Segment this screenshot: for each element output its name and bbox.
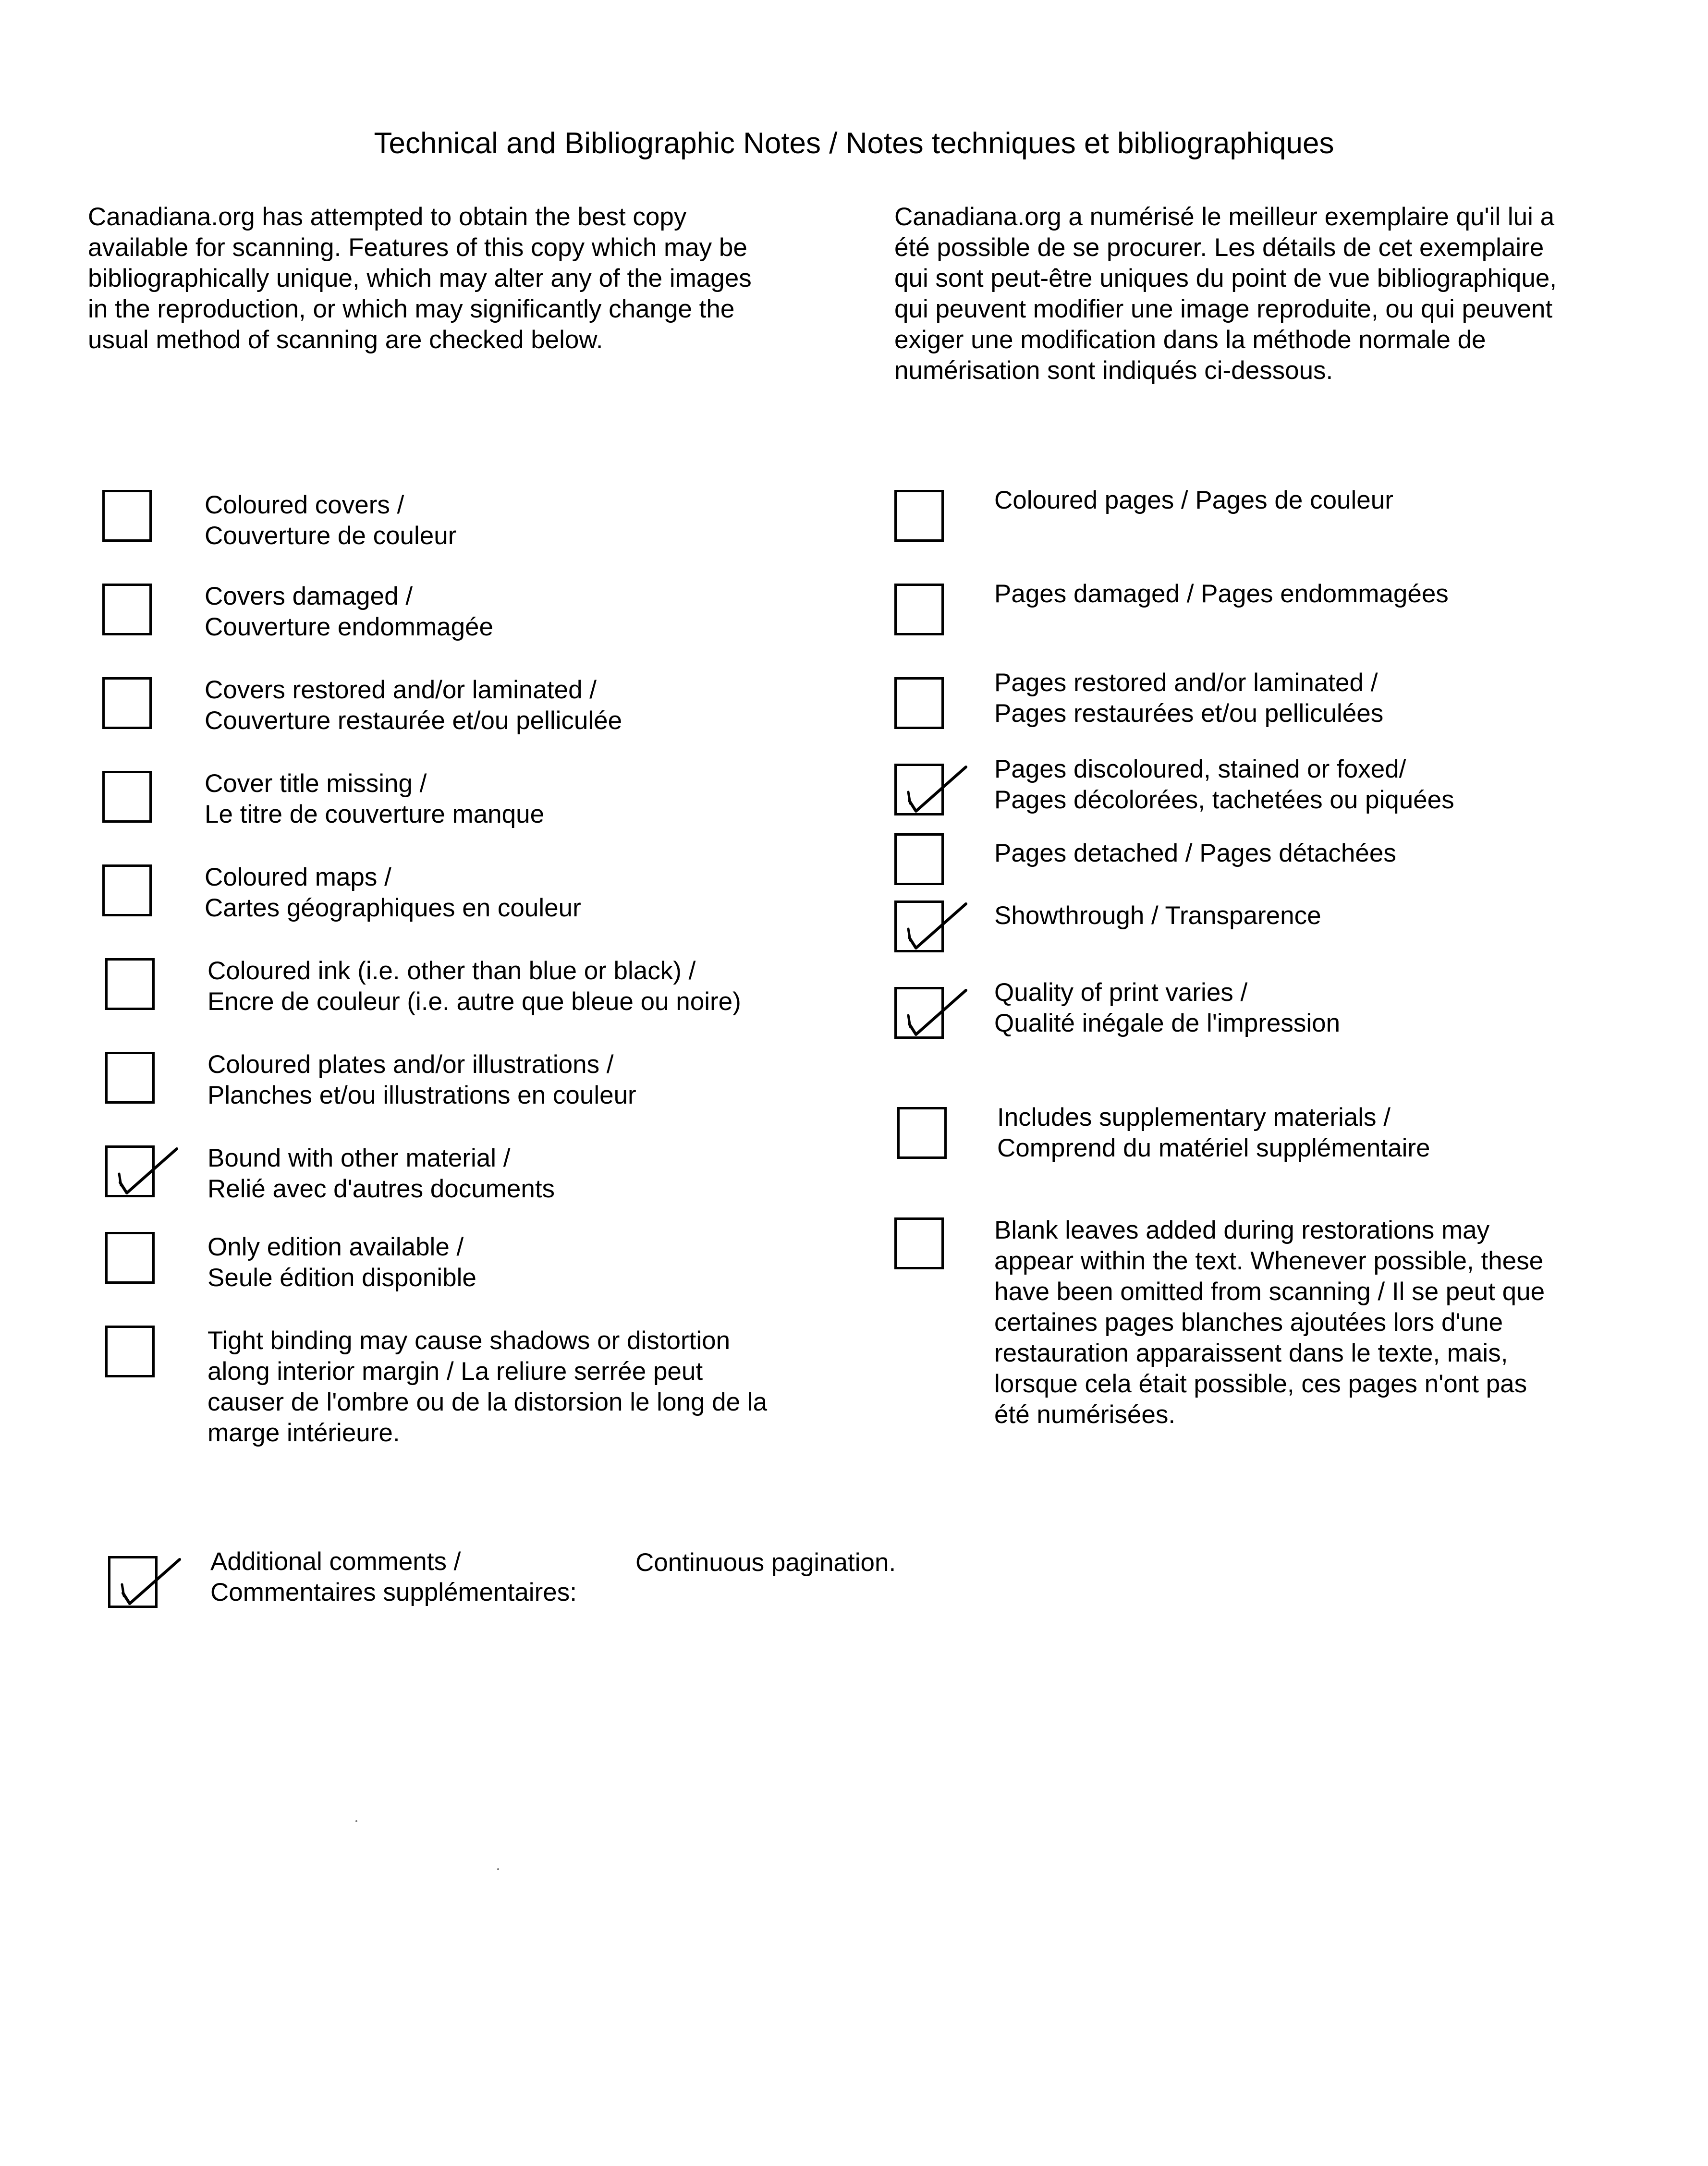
label-line: Cartes géographiques en couleur bbox=[205, 894, 581, 922]
label-line: Seule édition disponible bbox=[207, 1264, 476, 1292]
label-line: Covers restored and/or laminated / bbox=[205, 676, 597, 704]
intro-line: available for scanning. Features of this copy which may be bbox=[88, 233, 747, 262]
label-line: certaines pages blanches ajoutées lors d'une bbox=[994, 1308, 1503, 1337]
intro-line: bibliographically unique, which may alter any of the images bbox=[88, 264, 752, 292]
intro-line: numérisation sont indiqués ci-dessous. bbox=[894, 356, 1333, 385]
checkbox[interactable] bbox=[894, 490, 944, 542]
checklist-label bbox=[207, 1049, 636, 1111]
checkbox[interactable] bbox=[894, 584, 944, 635]
label-line: lorsque cela était possible, ces pages n'ont pas bbox=[994, 1370, 1527, 1398]
checkbox-additional-comments[interactable] bbox=[108, 1556, 158, 1608]
checklist-label bbox=[207, 1232, 476, 1293]
checkbox[interactable] bbox=[102, 584, 152, 635]
intro-line: Canadiana.org has attempted to obtain the best copy bbox=[88, 203, 687, 231]
checkbox[interactable] bbox=[105, 1145, 155, 1197]
intro-line: in the reproduction, or which may significantly change the bbox=[88, 295, 735, 323]
label-line: Quality of print varies / bbox=[994, 978, 1248, 1007]
label-line: Commentaires supplémentaires: bbox=[210, 1578, 577, 1606]
intro-line: été possible de se procurer. Les détails de cet exemplaire bbox=[894, 233, 1544, 262]
label-line: été numérisées. bbox=[994, 1400, 1176, 1429]
label-line: causer de l'ombre ou de la distorsion le long de la bbox=[207, 1388, 768, 1416]
checkbox[interactable] bbox=[102, 864, 152, 916]
label-line: Comprend du matériel supplémentaire bbox=[997, 1134, 1430, 1162]
label-line: Pages detached / Pages détachées bbox=[994, 839, 1396, 867]
checkbox[interactable] bbox=[102, 677, 152, 729]
label-line: Covers damaged / bbox=[205, 582, 413, 610]
label-line: Bound with other material / bbox=[207, 1144, 511, 1172]
label-line: Blank leaves added during restorations may bbox=[994, 1216, 1490, 1244]
label-line: Coloured covers / bbox=[205, 491, 404, 519]
checklist-label bbox=[205, 675, 622, 736]
label-line: Pages restaurées et/ou pelliculées bbox=[994, 699, 1384, 728]
label-line: Additional comments / bbox=[210, 1547, 461, 1576]
checklist-label bbox=[994, 838, 1396, 869]
checkbox[interactable] bbox=[105, 1326, 155, 1377]
checkbox[interactable] bbox=[894, 900, 944, 952]
label-line: Planches et/ou illustrations en couleur bbox=[207, 1081, 636, 1109]
label-line: Coloured plates and/or illustrations / bbox=[207, 1050, 614, 1079]
label-line: Encre de couleur (i.e. autre que bleue ou noire) bbox=[207, 987, 741, 1016]
checklist-label bbox=[994, 1215, 1545, 1430]
label-line: Coloured ink (i.e. other than blue or black) / bbox=[207, 957, 696, 985]
checklist-label bbox=[205, 490, 456, 551]
intro-line: Canadiana.org a numérisé le meilleur exemplaire qu'il lui a bbox=[894, 203, 1555, 231]
checklist-label bbox=[994, 977, 1340, 1039]
checklist-label bbox=[205, 581, 493, 643]
label-line: Coloured pages / Pages de couleur bbox=[994, 486, 1393, 514]
checkbox[interactable] bbox=[894, 833, 944, 885]
checkbox[interactable] bbox=[894, 677, 944, 729]
checklist-label bbox=[994, 485, 1393, 516]
scan-speck bbox=[497, 1868, 499, 1870]
label-line: Relié avec d'autres documents bbox=[207, 1175, 555, 1203]
checkbox[interactable] bbox=[897, 1107, 947, 1159]
intro-line: qui peuvent modifier une image reproduite, ou qui peuvent bbox=[894, 295, 1553, 323]
intro-line: exiger une modification dans la méthode normale de bbox=[894, 326, 1486, 354]
label-line: marge intérieure. bbox=[207, 1419, 400, 1447]
label-line: Pages restored and/or laminated / bbox=[994, 669, 1378, 697]
label-line: Couverture restaurée et/ou pelliculée bbox=[205, 706, 622, 735]
label-line: Coloured maps / bbox=[205, 863, 391, 891]
label-line: Le titre de couverture manque bbox=[205, 800, 545, 828]
label-line: Tight binding may cause shadows or distortion bbox=[207, 1326, 731, 1355]
checklist-label bbox=[994, 754, 1454, 815]
intro-line: qui sont peut-être uniques du point de vue bibliographique, bbox=[894, 264, 1557, 292]
label-line: Couverture endommagée bbox=[205, 613, 494, 641]
page-title: Technical and Bibliographic Notes / Notes techniques et bibliographiques bbox=[374, 127, 1334, 160]
additional-comments-label bbox=[210, 1546, 577, 1608]
label-line: appear within the text. Whenever possible, these bbox=[994, 1247, 1544, 1275]
scan-speck bbox=[355, 1820, 357, 1822]
intro-english bbox=[88, 202, 804, 355]
checklist-label bbox=[994, 579, 1449, 609]
checklist-label bbox=[994, 900, 1321, 931]
checkbox[interactable] bbox=[894, 987, 944, 1039]
checklist-label bbox=[994, 668, 1383, 729]
checkbox[interactable] bbox=[102, 490, 152, 542]
checklist-label bbox=[207, 1143, 555, 1205]
label-line: Pages damaged / Pages endommagées bbox=[994, 580, 1449, 608]
checkbox[interactable] bbox=[105, 958, 155, 1010]
label-line: have been omitted from scanning / Il se peut que bbox=[994, 1278, 1545, 1306]
label-line: along interior margin / La reliure serrée peut bbox=[207, 1357, 703, 1386]
checkbox[interactable] bbox=[105, 1232, 155, 1284]
label-line: Only edition available / bbox=[207, 1233, 464, 1261]
checklist-label bbox=[207, 956, 741, 1017]
intro-french bbox=[894, 202, 1624, 386]
label-line: Pages décolorées, tachetées ou piquées bbox=[994, 786, 1454, 814]
intro-line: usual method of scanning are checked below. bbox=[88, 326, 603, 354]
checklist-label bbox=[205, 862, 581, 924]
label-line: Qualité inégale de l'impression bbox=[994, 1009, 1341, 1037]
label-line: Includes supplementary materials / bbox=[997, 1103, 1391, 1132]
label-line: Showthrough / Transparence bbox=[994, 901, 1321, 930]
checkbox[interactable] bbox=[102, 771, 152, 823]
label-line: Pages discoloured, stained or foxed/ bbox=[994, 755, 1406, 783]
checkbox[interactable] bbox=[105, 1052, 155, 1104]
label-line: Cover title missing / bbox=[205, 769, 427, 798]
additional-comments-value: Continuous pagination. bbox=[635, 1548, 896, 1577]
checklist-label bbox=[997, 1102, 1430, 1164]
label-line: Couverture de couleur bbox=[205, 522, 457, 550]
label-line: restauration apparaissent dans le texte, mais, bbox=[994, 1339, 1508, 1367]
checklist-label bbox=[207, 1326, 767, 1448]
checklist-label bbox=[205, 768, 544, 830]
checkbox[interactable] bbox=[894, 1217, 944, 1269]
checkbox[interactable] bbox=[894, 764, 944, 815]
